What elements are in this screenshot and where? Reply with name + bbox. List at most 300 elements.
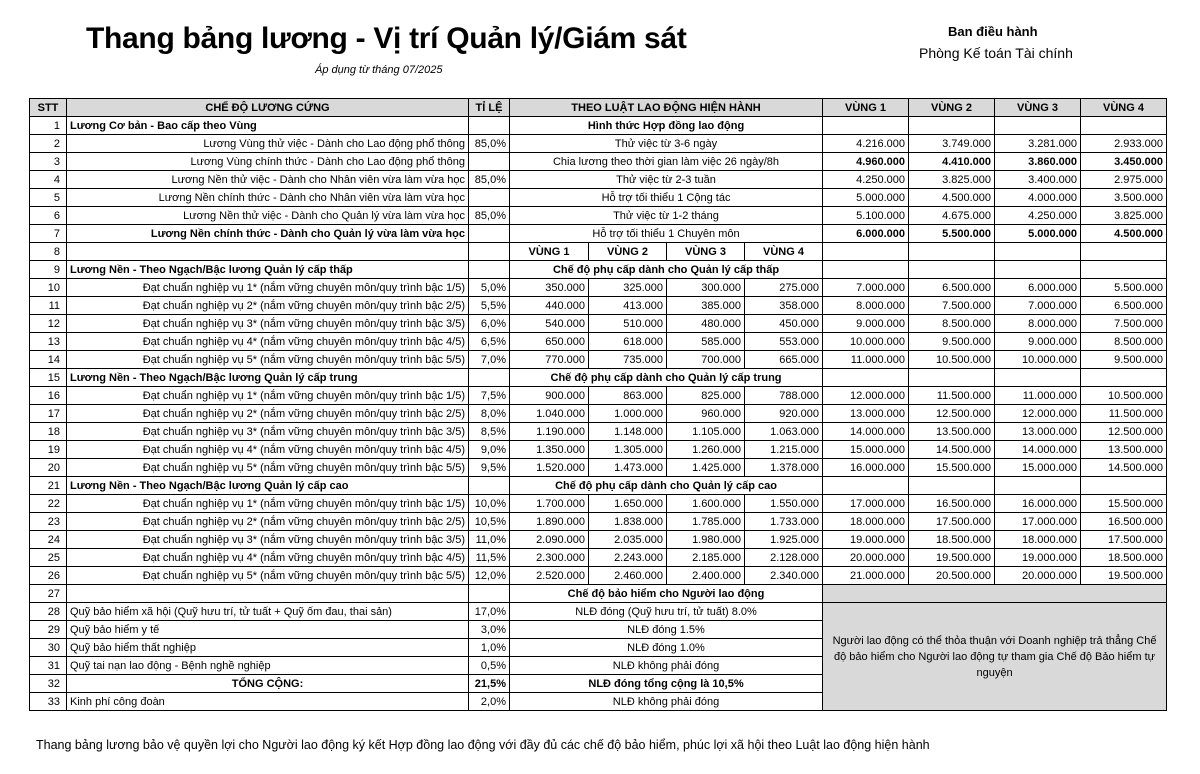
row-number: 5 bbox=[30, 189, 67, 207]
allowance-zone-1: 440.000 bbox=[510, 297, 589, 315]
zone-1-value: 17.000.000 bbox=[823, 495, 909, 513]
zone-2-value: 3.825.000 bbox=[909, 171, 995, 189]
zone-2-value: 18.500.000 bbox=[909, 531, 995, 549]
zone-1-value bbox=[823, 369, 909, 387]
row-number: 31 bbox=[30, 657, 67, 675]
allowance-zone-4: 1.733.000 bbox=[745, 513, 823, 531]
allowance-zone-2-header: VÙNG 2 bbox=[589, 243, 667, 261]
row-number: 26 bbox=[30, 567, 67, 585]
zone-3-value: 19.000.000 bbox=[995, 549, 1081, 567]
zone-2-value bbox=[909, 117, 995, 135]
table-row bbox=[30, 279, 1167, 297]
row-label: Lương Nền chính thức - Dành cho Quản lý vừa làm vừa học bbox=[67, 225, 469, 243]
table-row bbox=[30, 495, 1167, 513]
effective-date: Áp dụng từ tháng 07/2025 bbox=[315, 64, 443, 76]
row-label: Đạt chuẩn nghiệp vụ 4* (nắm vững chuyên môn/quy trình bậc 4/5) bbox=[67, 441, 469, 459]
row-label: Lương Nền thử việc - Dành cho Quản lý vừa làm vừa học bbox=[67, 207, 469, 225]
zone-1-value: 5.000.000 bbox=[823, 189, 909, 207]
zone-2-value: 4.500.000 bbox=[909, 189, 995, 207]
row-rate bbox=[469, 585, 510, 603]
allowance-zone-4: 665.000 bbox=[745, 351, 823, 369]
row-law-note: NLĐ đóng 1.5% bbox=[510, 621, 823, 639]
row-law-note: Chia lương theo thời gian làm việc 26 ngày/8h bbox=[510, 153, 823, 171]
allowance-zone-1: 900.000 bbox=[510, 387, 589, 405]
row-rate: 21,5% bbox=[469, 675, 510, 693]
zone-1-value: 18.000.000 bbox=[823, 513, 909, 531]
row-number: 3 bbox=[30, 153, 67, 171]
row-label: Đạt chuẩn nghiệp vụ 2* (nắm vững chuyên môn/quy trình bậc 2/5) bbox=[67, 513, 469, 531]
zone-3-value: 11.000.000 bbox=[995, 387, 1081, 405]
zone-2-value: 5.500.000 bbox=[909, 225, 995, 243]
row-law-note: Thử việc từ 1-2 tháng bbox=[510, 207, 823, 225]
row-number: 27 bbox=[30, 585, 67, 603]
allowance-zone-4: 358.000 bbox=[745, 297, 823, 315]
row-label: Đạt chuẩn nghiệp vụ 4* (nắm vững chuyên môn/quy trình bậc 4/5) bbox=[67, 333, 469, 351]
zone-1-value: 19.000.000 bbox=[823, 531, 909, 549]
header-rate: TỈ LỆ bbox=[469, 99, 510, 117]
row-label: Quỹ bảo hiểm xã hội (Quỹ hưu trí, tử tuất + Quỹ ốm đau, thai sản) bbox=[67, 603, 469, 621]
zone-3-value: 9.000.000 bbox=[995, 333, 1081, 351]
row-number: 2 bbox=[30, 135, 67, 153]
row-label bbox=[67, 243, 469, 261]
row-number: 17 bbox=[30, 405, 67, 423]
row-rate: 6,5% bbox=[469, 333, 510, 351]
row-number: 12 bbox=[30, 315, 67, 333]
allowance-zone-4: 920.000 bbox=[745, 405, 823, 423]
footer-note: Thang bảng lương bảo vệ quyền lợi cho Người lao động ký kết Hợp đồng lao động với đầy đủ các chế độ bảo hiểm, phúc lợi xã hội theo Luật lao động hiện hành bbox=[36, 738, 930, 752]
row-rate: 6,0% bbox=[469, 315, 510, 333]
row-rate: 11,5% bbox=[469, 549, 510, 567]
zone-2-value: 12.500.000 bbox=[909, 405, 995, 423]
zone-2-value: 10.500.000 bbox=[909, 351, 995, 369]
row-label: Đạt chuẩn nghiệp vụ 1* (nắm vững chuyên môn/quy trình bậc 1/5) bbox=[67, 279, 469, 297]
zone-4-value: 12.500.000 bbox=[1081, 423, 1167, 441]
zone-3-value bbox=[995, 243, 1081, 261]
zone-4-value: 18.500.000 bbox=[1081, 549, 1167, 567]
row-law-note: NLĐ không phải đóng bbox=[510, 657, 823, 675]
row-rate: 11,0% bbox=[469, 531, 510, 549]
row-law-note: NLĐ không phải đóng bbox=[510, 693, 823, 711]
zone-2-value: 6.500.000 bbox=[909, 279, 995, 297]
zone-3-value: 6.000.000 bbox=[995, 279, 1081, 297]
zone-3-value: 3.860.000 bbox=[995, 153, 1081, 171]
table-row bbox=[30, 351, 1167, 369]
allowance-zone-3: 2.185.000 bbox=[667, 549, 745, 567]
row-rate bbox=[469, 117, 510, 135]
zone-3-value bbox=[995, 261, 1081, 279]
zone-3-value: 15.000.000 bbox=[995, 459, 1081, 477]
row-rate: 9,5% bbox=[469, 459, 510, 477]
row-number: 25 bbox=[30, 549, 67, 567]
row-rate: 9,0% bbox=[469, 441, 510, 459]
zone-1-value: 7.000.000 bbox=[823, 279, 909, 297]
allowance-zone-1: 1.890.000 bbox=[510, 513, 589, 531]
zone-2-value: 3.749.000 bbox=[909, 135, 995, 153]
header-zone-4: VÙNG 4 bbox=[1081, 99, 1167, 117]
section-label: Lương Nền - Theo Ngạch/Bậc lương Quản lý cấp cao bbox=[67, 477, 469, 495]
zone-1-value: 5.100.000 bbox=[823, 207, 909, 225]
row-rate: 85,0% bbox=[469, 207, 510, 225]
zone-1-value: 4.960.000 bbox=[823, 153, 909, 171]
row-rate: 10,0% bbox=[469, 495, 510, 513]
zone-3-value: 3.400.000 bbox=[995, 171, 1081, 189]
zone-3-value bbox=[995, 117, 1081, 135]
allowance-zone-2: 1.000.000 bbox=[589, 405, 667, 423]
row-number: 15 bbox=[30, 369, 67, 387]
allowance-zone-4: 275.000 bbox=[745, 279, 823, 297]
table-row bbox=[30, 423, 1167, 441]
row-label: Đạt chuẩn nghiệp vụ 3* (nắm vững chuyên môn/quy trình bậc 3/5) bbox=[67, 315, 469, 333]
row-label: Lương Vùng thử việc - Dành cho Lao động phổ thông bbox=[67, 135, 469, 153]
zone-4-value bbox=[1081, 117, 1167, 135]
zone-2-value: 13.500.000 bbox=[909, 423, 995, 441]
table-row bbox=[30, 117, 1167, 135]
zone-4-value: 2.933.000 bbox=[1081, 135, 1167, 153]
department-name: Ban điều hành bbox=[948, 24, 1038, 39]
row-rate: 0,5% bbox=[469, 657, 510, 675]
row-label bbox=[67, 585, 469, 603]
table-row bbox=[30, 477, 1167, 495]
row-number: 1 bbox=[30, 117, 67, 135]
allowance-zone-2: 1.305.000 bbox=[589, 441, 667, 459]
row-number: 33 bbox=[30, 693, 67, 711]
allowance-zone-2: 735.000 bbox=[589, 351, 667, 369]
total-label: TỔNG CỘNG: bbox=[67, 675, 469, 693]
allowance-zone-3: 1.105.000 bbox=[667, 423, 745, 441]
table-row bbox=[30, 333, 1167, 351]
row-label: Đạt chuẩn nghiệp vụ 1* (nắm vững chuyên môn/quy trình bậc 1/5) bbox=[67, 495, 469, 513]
row-rate bbox=[469, 189, 510, 207]
section-allowance-title: Chế độ phụ cấp dành cho Quản lý cấp thấp bbox=[510, 261, 823, 279]
zone-4-value: 17.500.000 bbox=[1081, 531, 1167, 549]
zone-2-value: 9.500.000 bbox=[909, 333, 995, 351]
zone-1-value: 4.216.000 bbox=[823, 135, 909, 153]
table-row bbox=[30, 369, 1167, 387]
table-row bbox=[30, 441, 1167, 459]
table-row bbox=[30, 225, 1167, 243]
allowance-zone-4: 450.000 bbox=[745, 315, 823, 333]
zone-1-value: 11.000.000 bbox=[823, 351, 909, 369]
row-law-note: Hình thức Hợp đồng lao động bbox=[510, 117, 823, 135]
row-rate: 10,5% bbox=[469, 513, 510, 531]
table-row bbox=[30, 171, 1167, 189]
table-row bbox=[30, 261, 1167, 279]
zone-2-value bbox=[909, 261, 995, 279]
row-number: 18 bbox=[30, 423, 67, 441]
table-row bbox=[30, 153, 1167, 171]
row-label: Đạt chuẩn nghiệp vụ 5* (nắm vững chuyên môn/quy trình bậc 5/5) bbox=[67, 567, 469, 585]
row-law-note: Thử việc từ 3-6 ngày bbox=[510, 135, 823, 153]
allowance-zone-2: 2.035.000 bbox=[589, 531, 667, 549]
allowance-zone-4: 1.378.000 bbox=[745, 459, 823, 477]
insurance-note: Người lao động có thể thỏa thuận với Doanh nghiệp trả thẳng Chế độ bảo hiểm cho Người lao động tự tham gia Chế độ Bảo hiểm tự nguyện bbox=[823, 603, 1167, 711]
zone-4-value: 5.500.000 bbox=[1081, 279, 1167, 297]
allowance-zone-2: 618.000 bbox=[589, 333, 667, 351]
table-row bbox=[30, 207, 1167, 225]
salary-table bbox=[29, 98, 1167, 711]
allowance-zone-2: 1.473.000 bbox=[589, 459, 667, 477]
zone-4-value: 10.500.000 bbox=[1081, 387, 1167, 405]
allowance-zone-2: 1.650.000 bbox=[589, 495, 667, 513]
zone-2-value bbox=[909, 477, 995, 495]
row-number: 29 bbox=[30, 621, 67, 639]
allowance-zone-2: 413.000 bbox=[589, 297, 667, 315]
allowance-zone-1: 540.000 bbox=[510, 315, 589, 333]
row-number: 21 bbox=[30, 477, 67, 495]
zone-4-value: 11.500.000 bbox=[1081, 405, 1167, 423]
zone-3-value: 16.000.000 bbox=[995, 495, 1081, 513]
row-rate: 8,0% bbox=[469, 405, 510, 423]
table-row bbox=[30, 531, 1167, 549]
allowance-zone-3: 960.000 bbox=[667, 405, 745, 423]
row-rate: 2,0% bbox=[469, 693, 510, 711]
row-rate: 3,0% bbox=[469, 621, 510, 639]
zone-3-value: 17.000.000 bbox=[995, 513, 1081, 531]
zone-1-value: 16.000.000 bbox=[823, 459, 909, 477]
allowance-zone-2: 863.000 bbox=[589, 387, 667, 405]
zone-1-value bbox=[823, 261, 909, 279]
allowance-zone-1: 770.000 bbox=[510, 351, 589, 369]
table-row bbox=[30, 603, 1167, 621]
blank-cell bbox=[823, 585, 1167, 603]
zone-4-value: 15.500.000 bbox=[1081, 495, 1167, 513]
zone-2-value: 4.410.000 bbox=[909, 153, 995, 171]
zone-3-value: 20.000.000 bbox=[995, 567, 1081, 585]
zone-1-value: 15.000.000 bbox=[823, 441, 909, 459]
allowance-zone-3: 480.000 bbox=[667, 315, 745, 333]
allowance-zone-3: 1.980.000 bbox=[667, 531, 745, 549]
zone-2-value: 11.500.000 bbox=[909, 387, 995, 405]
insurance-section-title: Chế độ bảo hiểm cho Người lao động bbox=[510, 585, 823, 603]
zone-1-value bbox=[823, 243, 909, 261]
allowance-zone-1: 1.190.000 bbox=[510, 423, 589, 441]
allowance-zone-1-header: VÙNG 1 bbox=[510, 243, 589, 261]
row-rate: 7,0% bbox=[469, 351, 510, 369]
zone-1-value: 6.000.000 bbox=[823, 225, 909, 243]
allowance-zone-1: 1.520.000 bbox=[510, 459, 589, 477]
zone-3-value: 14.000.000 bbox=[995, 441, 1081, 459]
row-rate: 5,0% bbox=[469, 279, 510, 297]
row-rate: 1,0% bbox=[469, 639, 510, 657]
zone-2-value: 19.500.000 bbox=[909, 549, 995, 567]
table-row bbox=[30, 135, 1167, 153]
row-label: Quỹ bảo hiểm thất nghiệp bbox=[67, 639, 469, 657]
allowance-zone-4: 1.550.000 bbox=[745, 495, 823, 513]
row-rate bbox=[469, 261, 510, 279]
row-rate bbox=[469, 243, 510, 261]
zone-4-value: 6.500.000 bbox=[1081, 297, 1167, 315]
row-label: Đạt chuẩn nghiệp vụ 4* (nắm vững chuyên môn/quy trình bậc 4/5) bbox=[67, 549, 469, 567]
allowance-zone-3: 385.000 bbox=[667, 297, 745, 315]
zone-1-value: 8.000.000 bbox=[823, 297, 909, 315]
row-number: 32 bbox=[30, 675, 67, 693]
page-title: Thang bảng lương - Vị trí Quản lý/Giám sát bbox=[86, 22, 687, 55]
zone-4-value bbox=[1081, 243, 1167, 261]
zone-3-value bbox=[995, 369, 1081, 387]
allowance-zone-2: 1.148.000 bbox=[589, 423, 667, 441]
zone-1-value: 20.000.000 bbox=[823, 549, 909, 567]
allowance-zone-3: 1.260.000 bbox=[667, 441, 745, 459]
table-row bbox=[30, 387, 1167, 405]
department-subname: Phòng Kế toán Tài chính bbox=[919, 45, 1073, 61]
zone-2-value: 16.500.000 bbox=[909, 495, 995, 513]
allowance-zone-1: 2.520.000 bbox=[510, 567, 589, 585]
allowance-zone-4: 1.215.000 bbox=[745, 441, 823, 459]
allowance-zone-4: 2.340.000 bbox=[745, 567, 823, 585]
allowance-zone-1: 1.700.000 bbox=[510, 495, 589, 513]
zone-4-value: 2.975.000 bbox=[1081, 171, 1167, 189]
row-label: Lương Cơ bản - Bao cấp theo Vùng bbox=[67, 117, 469, 135]
allowance-zone-2: 325.000 bbox=[589, 279, 667, 297]
row-label: Quỹ bảo hiểm y tế bbox=[67, 621, 469, 639]
zone-3-value: 10.000.000 bbox=[995, 351, 1081, 369]
zone-3-value: 12.000.000 bbox=[995, 405, 1081, 423]
allowance-zone-1: 2.300.000 bbox=[510, 549, 589, 567]
zone-4-value bbox=[1081, 261, 1167, 279]
allowance-zone-3: 300.000 bbox=[667, 279, 745, 297]
zone-1-value: 14.000.000 bbox=[823, 423, 909, 441]
row-number: 16 bbox=[30, 387, 67, 405]
row-law-note: NLĐ đóng tổng cộng là 10,5% bbox=[510, 675, 823, 693]
allowance-zone-4-header: VÙNG 4 bbox=[745, 243, 823, 261]
zone-1-value: 4.250.000 bbox=[823, 171, 909, 189]
allowance-zone-3: 700.000 bbox=[667, 351, 745, 369]
row-rate: 8,5% bbox=[469, 423, 510, 441]
row-label: Đạt chuẩn nghiệp vụ 3* (nắm vững chuyên môn/quy trình bậc 3/5) bbox=[67, 423, 469, 441]
zone-2-value bbox=[909, 243, 995, 261]
zone-4-value: 7.500.000 bbox=[1081, 315, 1167, 333]
header-zone-3: VÙNG 3 bbox=[995, 99, 1081, 117]
header-zone-2: VÙNG 2 bbox=[909, 99, 995, 117]
zone-4-value: 13.500.000 bbox=[1081, 441, 1167, 459]
row-number: 10 bbox=[30, 279, 67, 297]
zone-4-value: 3.500.000 bbox=[1081, 189, 1167, 207]
zone-4-value: 19.500.000 bbox=[1081, 567, 1167, 585]
zone-3-value bbox=[995, 477, 1081, 495]
allowance-zone-2: 2.460.000 bbox=[589, 567, 667, 585]
row-law-note: Hỗ trợ tối thiểu 1 Chuyên môn bbox=[510, 225, 823, 243]
section-allowance-title: Chế độ phụ cấp dành cho Quản lý cấp cao bbox=[510, 477, 823, 495]
zone-1-value: 12.000.000 bbox=[823, 387, 909, 405]
row-number: 4 bbox=[30, 171, 67, 189]
table-row bbox=[30, 585, 1167, 603]
row-label: Đạt chuẩn nghiệp vụ 1* (nắm vững chuyên môn/quy trình bậc 1/5) bbox=[67, 387, 469, 405]
table-row bbox=[30, 459, 1167, 477]
header-regime: CHẾ ĐỘ LƯƠNG CỨNG bbox=[67, 99, 469, 117]
section-label: Lương Nền - Theo Ngạch/Bậc lương Quản lý cấp trung bbox=[67, 369, 469, 387]
section-allowance-title: Chế độ phụ cấp dành cho Quản lý cấp trung bbox=[510, 369, 823, 387]
table-row bbox=[30, 243, 1167, 261]
table-row bbox=[30, 99, 1167, 117]
row-label: Quỹ tai nạn lao động - Bệnh nghề nghiệp bbox=[67, 657, 469, 675]
row-label: Kinh phí công đoàn bbox=[67, 693, 469, 711]
zone-4-value: 4.500.000 bbox=[1081, 225, 1167, 243]
zone-3-value: 4.000.000 bbox=[995, 189, 1081, 207]
allowance-zone-3: 585.000 bbox=[667, 333, 745, 351]
row-law-note: NLĐ đóng 1.0% bbox=[510, 639, 823, 657]
zone-3-value: 7.000.000 bbox=[995, 297, 1081, 315]
allowance-zone-4: 553.000 bbox=[745, 333, 823, 351]
table-row bbox=[30, 405, 1167, 423]
zone-3-value: 18.000.000 bbox=[995, 531, 1081, 549]
row-number: 9 bbox=[30, 261, 67, 279]
zone-2-value: 15.500.000 bbox=[909, 459, 995, 477]
zone-1-value: 9.000.000 bbox=[823, 315, 909, 333]
table-row bbox=[30, 513, 1167, 531]
zone-4-value: 16.500.000 bbox=[1081, 513, 1167, 531]
row-number: 11 bbox=[30, 297, 67, 315]
zone-2-value bbox=[909, 369, 995, 387]
allowance-zone-4: 2.128.000 bbox=[745, 549, 823, 567]
header-stt: STT bbox=[30, 99, 67, 117]
header-law: THEO LUẬT LAO ĐỘNG HIỆN HÀNH bbox=[510, 99, 823, 117]
allowance-zone-2: 510.000 bbox=[589, 315, 667, 333]
allowance-zone-1: 2.090.000 bbox=[510, 531, 589, 549]
row-label: Đạt chuẩn nghiệp vụ 5* (nắm vững chuyên môn/quy trình bậc 5/5) bbox=[67, 459, 469, 477]
zone-4-value bbox=[1081, 369, 1167, 387]
row-number: 24 bbox=[30, 531, 67, 549]
row-law-note: Hỗ trợ tối thiểu 1 Cộng tác bbox=[510, 189, 823, 207]
row-rate bbox=[469, 225, 510, 243]
table-row bbox=[30, 549, 1167, 567]
allowance-zone-4: 1.925.000 bbox=[745, 531, 823, 549]
zone-1-value: 13.000.000 bbox=[823, 405, 909, 423]
table-row bbox=[30, 297, 1167, 315]
allowance-zone-1: 350.000 bbox=[510, 279, 589, 297]
row-rate: 17,0% bbox=[469, 603, 510, 621]
table-row bbox=[30, 567, 1167, 585]
allowance-zone-3: 1.425.000 bbox=[667, 459, 745, 477]
zone-3-value: 13.000.000 bbox=[995, 423, 1081, 441]
row-law-note: NLĐ đóng (Quỹ hưu trí, tử tuất) 8.0% bbox=[510, 603, 823, 621]
zone-4-value bbox=[1081, 477, 1167, 495]
allowance-zone-3: 1.600.000 bbox=[667, 495, 745, 513]
zone-2-value: 4.675.000 bbox=[909, 207, 995, 225]
table-row bbox=[30, 315, 1167, 333]
row-label: Đạt chuẩn nghiệp vụ 3* (nắm vững chuyên môn/quy trình bậc 3/5) bbox=[67, 531, 469, 549]
allowance-zone-2: 1.838.000 bbox=[589, 513, 667, 531]
row-number: 7 bbox=[30, 225, 67, 243]
row-number: 23 bbox=[30, 513, 67, 531]
section-label: Lương Nền - Theo Ngạch/Bậc lương Quản lý cấp thấp bbox=[67, 261, 469, 279]
allowance-zone-1: 650.000 bbox=[510, 333, 589, 351]
zone-1-value: 10.000.000 bbox=[823, 333, 909, 351]
row-rate bbox=[469, 153, 510, 171]
allowance-zone-1: 1.040.000 bbox=[510, 405, 589, 423]
zone-3-value: 4.250.000 bbox=[995, 207, 1081, 225]
zone-4-value: 9.500.000 bbox=[1081, 351, 1167, 369]
zone-2-value: 7.500.000 bbox=[909, 297, 995, 315]
row-rate bbox=[469, 369, 510, 387]
row-number: 28 bbox=[30, 603, 67, 621]
row-number: 13 bbox=[30, 333, 67, 351]
row-label: Lương Nền chính thức - Dành cho Nhân viên vừa làm vừa học bbox=[67, 189, 469, 207]
allowance-zone-3: 1.785.000 bbox=[667, 513, 745, 531]
allowance-zone-3-header: VÙNG 3 bbox=[667, 243, 745, 261]
zone-4-value: 8.500.000 bbox=[1081, 333, 1167, 351]
row-rate: 12,0% bbox=[469, 567, 510, 585]
zone-2-value: 17.500.000 bbox=[909, 513, 995, 531]
zone-2-value: 8.500.000 bbox=[909, 315, 995, 333]
zone-4-value: 14.500.000 bbox=[1081, 459, 1167, 477]
allowance-zone-2: 2.243.000 bbox=[589, 549, 667, 567]
row-label: Lương Vùng chính thức - Dành cho Lao động phổ thông bbox=[67, 153, 469, 171]
row-number: 30 bbox=[30, 639, 67, 657]
row-number: 14 bbox=[30, 351, 67, 369]
allowance-zone-3: 2.400.000 bbox=[667, 567, 745, 585]
zone-3-value: 8.000.000 bbox=[995, 315, 1081, 333]
row-label: Đạt chuẩn nghiệp vụ 5* (nắm vững chuyên môn/quy trình bậc 5/5) bbox=[67, 351, 469, 369]
